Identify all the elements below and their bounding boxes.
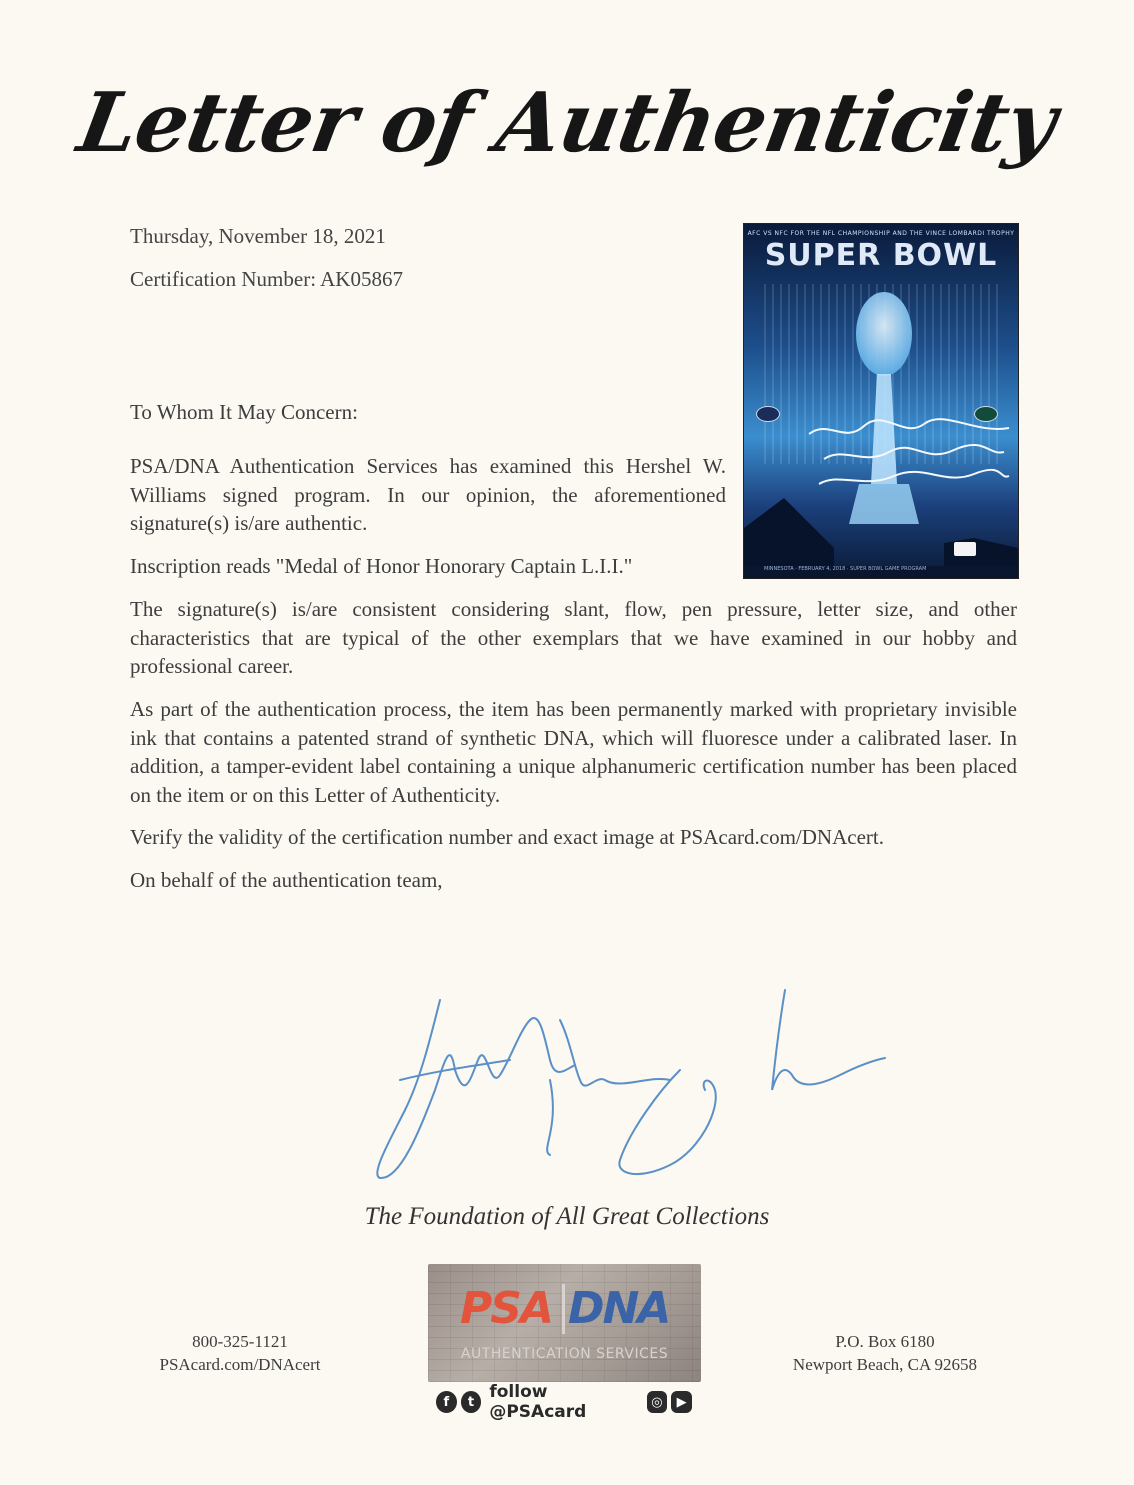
footer-city: Newport Beach, CA 92658 — [792, 1355, 978, 1374]
youtube-icon[interactable]: ▶ — [671, 1391, 692, 1413]
letter-title: Letter of Authenticity — [71, 75, 1063, 171]
social-links — [436, 1382, 696, 1422]
logo-psa-text: PSA — [460, 1283, 552, 1334]
logo-subtitle: AUTHENTICATION SERVICES — [460, 1346, 669, 1362]
logo-divider — [562, 1284, 565, 1334]
certification-number: Certification Number: AK05867 — [130, 267, 403, 291]
facebook-icon[interactable]: f — [436, 1391, 457, 1413]
paragraph-verify: Verify the validity of the certification number and exact image at PSAcard.com/DNAcert. — [130, 825, 884, 849]
patriots-logo — [756, 406, 780, 422]
tagline: The Foundation of All Great Collections — [364, 1203, 770, 1230]
follow-handle[interactable]: follow @PSAcard — [489, 1382, 587, 1422]
photo-title: SUPER BOWL — [764, 238, 998, 273]
psa-sticker — [954, 542, 976, 556]
letter-date: Thursday, November 18, 2021 — [130, 224, 386, 248]
paragraph-behalf: On behalf of the authentication team, — [130, 868, 443, 892]
paragraph-consistent: The signature(s) is/are consistent considering slant, flow, pen pressure, letter size, and other characteristics that are typical of the other exemplars that we have examined in our hobby and professional career. — [130, 597, 1017, 678]
program-inscription-signature — [804, 414, 1014, 494]
item-photo — [743, 223, 1019, 579]
twitter-icon[interactable]: t — [461, 1391, 482, 1413]
footer-website[interactable]: PSAcard.com/DNAcert — [159, 1355, 321, 1374]
paragraph-inscription: Inscription reads "Medal of Honor Honorary Captain L.I.I." — [130, 554, 633, 578]
photo-top-text: AFC VS NFC FOR THE NFL CHAMPIONSHIP AND THE VINCE LOMBARDI TROPHY — [747, 230, 1015, 237]
paragraph-process: As part of the authentication process, the item has been permanently marked with proprietary invisible ink that contains a patented strand of synthetic DNA, which will fluoresce under a calibrated laser. In addition, a tamper-evident label containing a unique alphanumeric certification number has been placed on the item or on this Letter of Authenticity. — [130, 697, 1017, 807]
logo-dna-text: DNA — [568, 1283, 670, 1334]
footer-phone: 800-325-1121 — [192, 1332, 288, 1351]
stadium-image — [744, 488, 1018, 578]
photo-bottom-text: MINNESOTA · FEBRUARY 4, 2018 · SUPER BOWL GAME PROGRAM — [764, 566, 927, 572]
paragraph-examined: PSA/DNA Authentication Services has examined this Hershel W. Williams signed program. In our opinion, the aforementioned signature(s) is/are authentic. — [130, 454, 726, 535]
psa-dna-hologram-logo — [428, 1264, 701, 1382]
footer-contact — [140, 1330, 340, 1376]
salutation: To Whom It May Concern: — [130, 400, 358, 424]
footer-po-box: P.O. Box 6180 — [835, 1332, 935, 1351]
footer-address — [770, 1330, 1000, 1376]
instagram-icon[interactable]: ◎ — [647, 1391, 668, 1413]
authenticator-signature — [360, 980, 900, 1180]
